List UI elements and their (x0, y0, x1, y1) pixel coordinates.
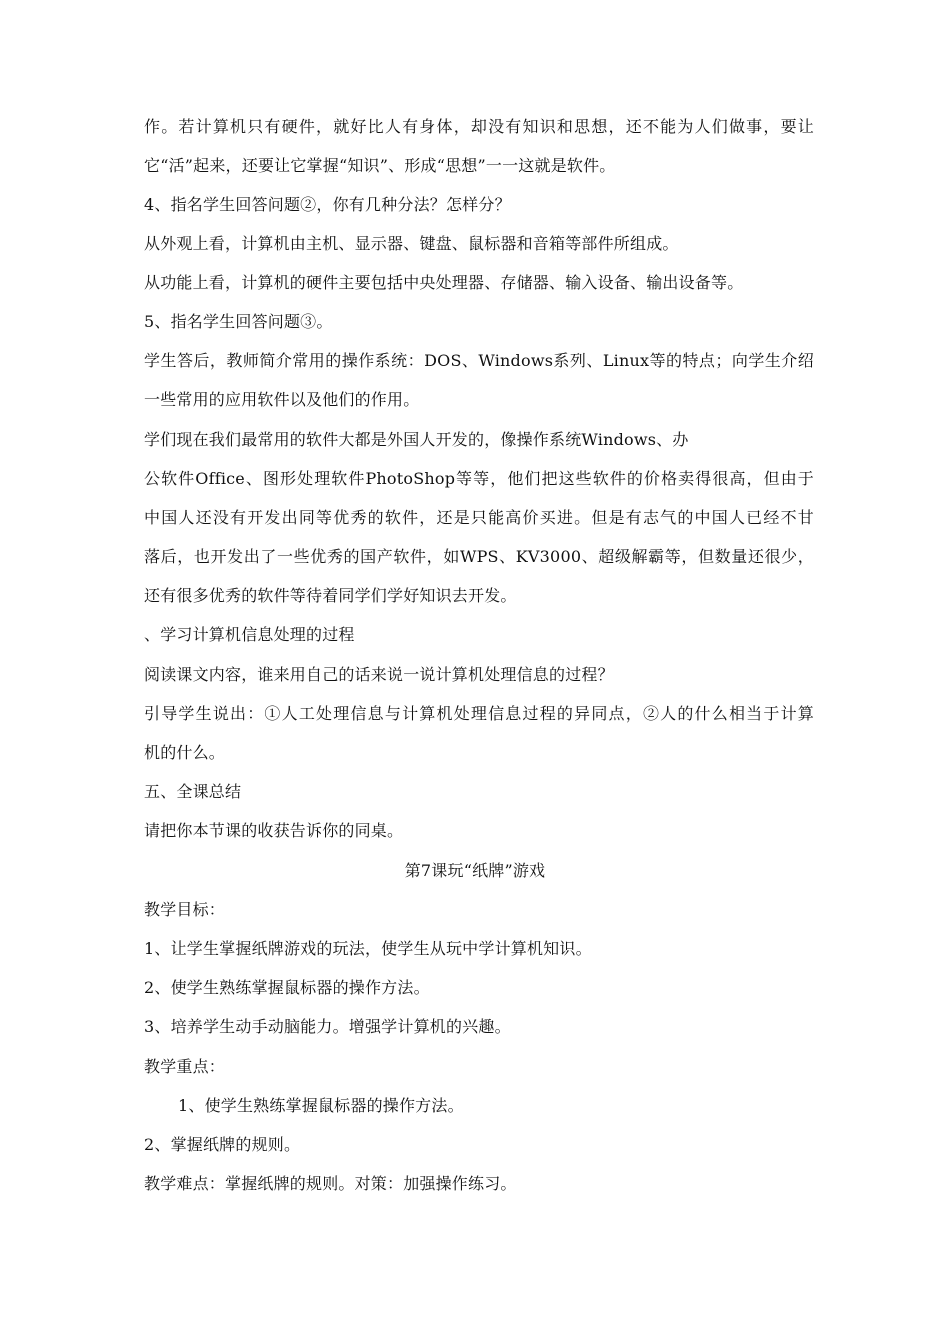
paragraph-line: 从功能上看，计算机的硬件主要包括中央处理器、存储器、输入设备、输出设备等。 (144, 273, 744, 292)
paragraph-line: 从外观上看，计算机由主机、显示器、键盘、鼠标器和音箱等部件所组成。 (144, 234, 679, 253)
paragraph-line: 学们现在我们最常用的软件大都是外国人开发的，像操作系统Windows、办 (144, 430, 689, 449)
lesson-title: 第7课玩“纸牌”游戏 (404, 861, 546, 880)
list-item: 3、培养学生动手动脑能力。增强学计算机的兴趣。 (144, 1017, 511, 1036)
list-item: 1、让学生掌握纸牌游戏的玩法，使学生从玩中学计算机知识。 (144, 939, 592, 958)
paragraph-line: 机的什么。 (144, 743, 226, 762)
paragraph-line: 4、指名学生回答问题②，你有几种分法？怎样分？ (144, 195, 511, 214)
paragraph-line: 中国人还没有开发出同等优秀的软件，还是只能高价买进。但是有志气的中国人已经不甘 (144, 508, 814, 527)
paragraph-line: 引导学生说出：①人工处理信息与计算机处理信息过程的异同点，②人的什么相当于计算 (144, 704, 814, 723)
paragraph-line: 教学难点：掌握纸牌的规则。对策：加强操作练习。 (144, 1174, 517, 1193)
paragraph-line: 阅读课文内容，谁来用自己的话来说一说计算机处理信息的过程？ (144, 665, 614, 684)
section-heading: 、学习计算机信息处理的过程 (144, 625, 355, 644)
paragraph-line: 作。若计算机只有硬件，就好比人有身体，却没有知识和思想，还不能为人们做事，要让 (144, 117, 814, 136)
paragraph-line: 它“活”起来，还要让它掌握“知识”、形成“思想”一一这就是软件。 (144, 156, 616, 175)
paragraph-line: 学生答后，教师简介常用的操作系统：DOS、Windows系列、Linux等的特点；向学生介绍 (144, 351, 814, 370)
paragraph-line: 公软件Office、图形处理软件PhotoShop等等，他们把这些软件的价格卖得很高，但由于 (144, 469, 814, 488)
list-item: 1、使学生熟练掌握鼠标器的操作方法。 (178, 1096, 464, 1115)
paragraph-line: 请把你本节课的收获告诉你的同桌。 (144, 821, 404, 840)
paragraph-line: 一些常用的应用软件以及他们的作用。 (144, 390, 420, 409)
list-item: 2、使学生熟练掌握鼠标器的操作方法。 (144, 978, 430, 997)
section-heading: 教学目标： (144, 900, 226, 919)
section-heading: 教学重点： (144, 1057, 226, 1076)
list-item: 2、掌握纸牌的规则。 (144, 1135, 301, 1154)
paragraph-line: 落后，也开发出了一些优秀的国产软件，如WPS、KV3000、超级解霸等，但数量还很少， (144, 547, 814, 566)
section-heading: 五、全课总结 (144, 782, 242, 801)
paragraph-line: 5、指名学生回答问题③。 (144, 312, 333, 331)
paragraph-line: 还有很多优秀的软件等待着同学们学好知识去开发。 (144, 586, 517, 605)
